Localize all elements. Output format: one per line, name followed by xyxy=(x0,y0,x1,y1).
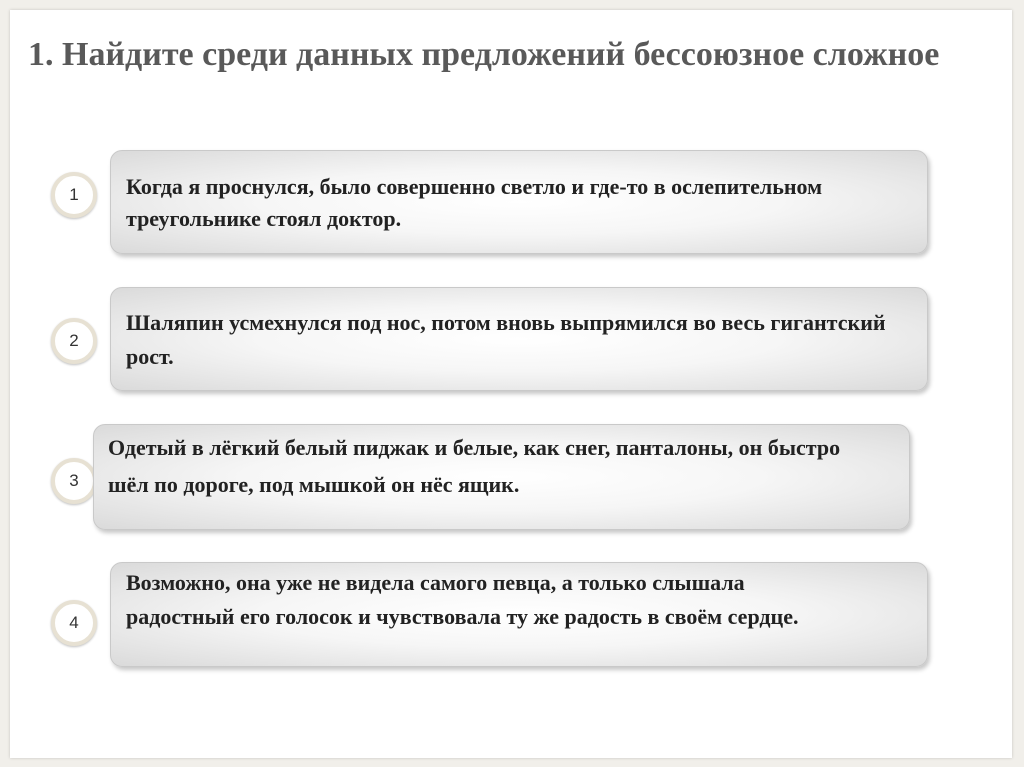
answer-option-1-text: Когда я проснулся, было совершенно светло и где-то в ослепительном треугольнике стоял доктор. xyxy=(126,174,823,231)
item-number-4: 4 xyxy=(51,600,97,646)
item-number-2: 2 xyxy=(51,318,97,364)
item-number-3: 3 xyxy=(51,458,97,504)
answer-option-4[interactable] xyxy=(110,562,928,667)
answer-option-4-text: Возможно, она уже не видела самого певца, а только слышала радостный его голосок и чувствовала ту же радость в своём сердце. xyxy=(126,570,799,629)
slide-title: 1. Найдите среди данных предложений бессоюзное сложное xyxy=(28,36,940,73)
answer-option-2-text: Шаляпин усмехнулся под нос, потом вновь выпрямился во весь гигантский рост. xyxy=(126,310,886,369)
answer-option-2[interactable] xyxy=(110,287,928,391)
item-number-1: 1 xyxy=(51,172,97,218)
answer-option-1[interactable] xyxy=(110,150,928,254)
answer-option-3[interactable] xyxy=(93,424,910,530)
answer-option-3-text: Одетый в лёгкий белый пиджак и белые, как снег, панталоны, он быстро шёл по дороге, под мышкой он нёс ящик. xyxy=(108,435,841,497)
